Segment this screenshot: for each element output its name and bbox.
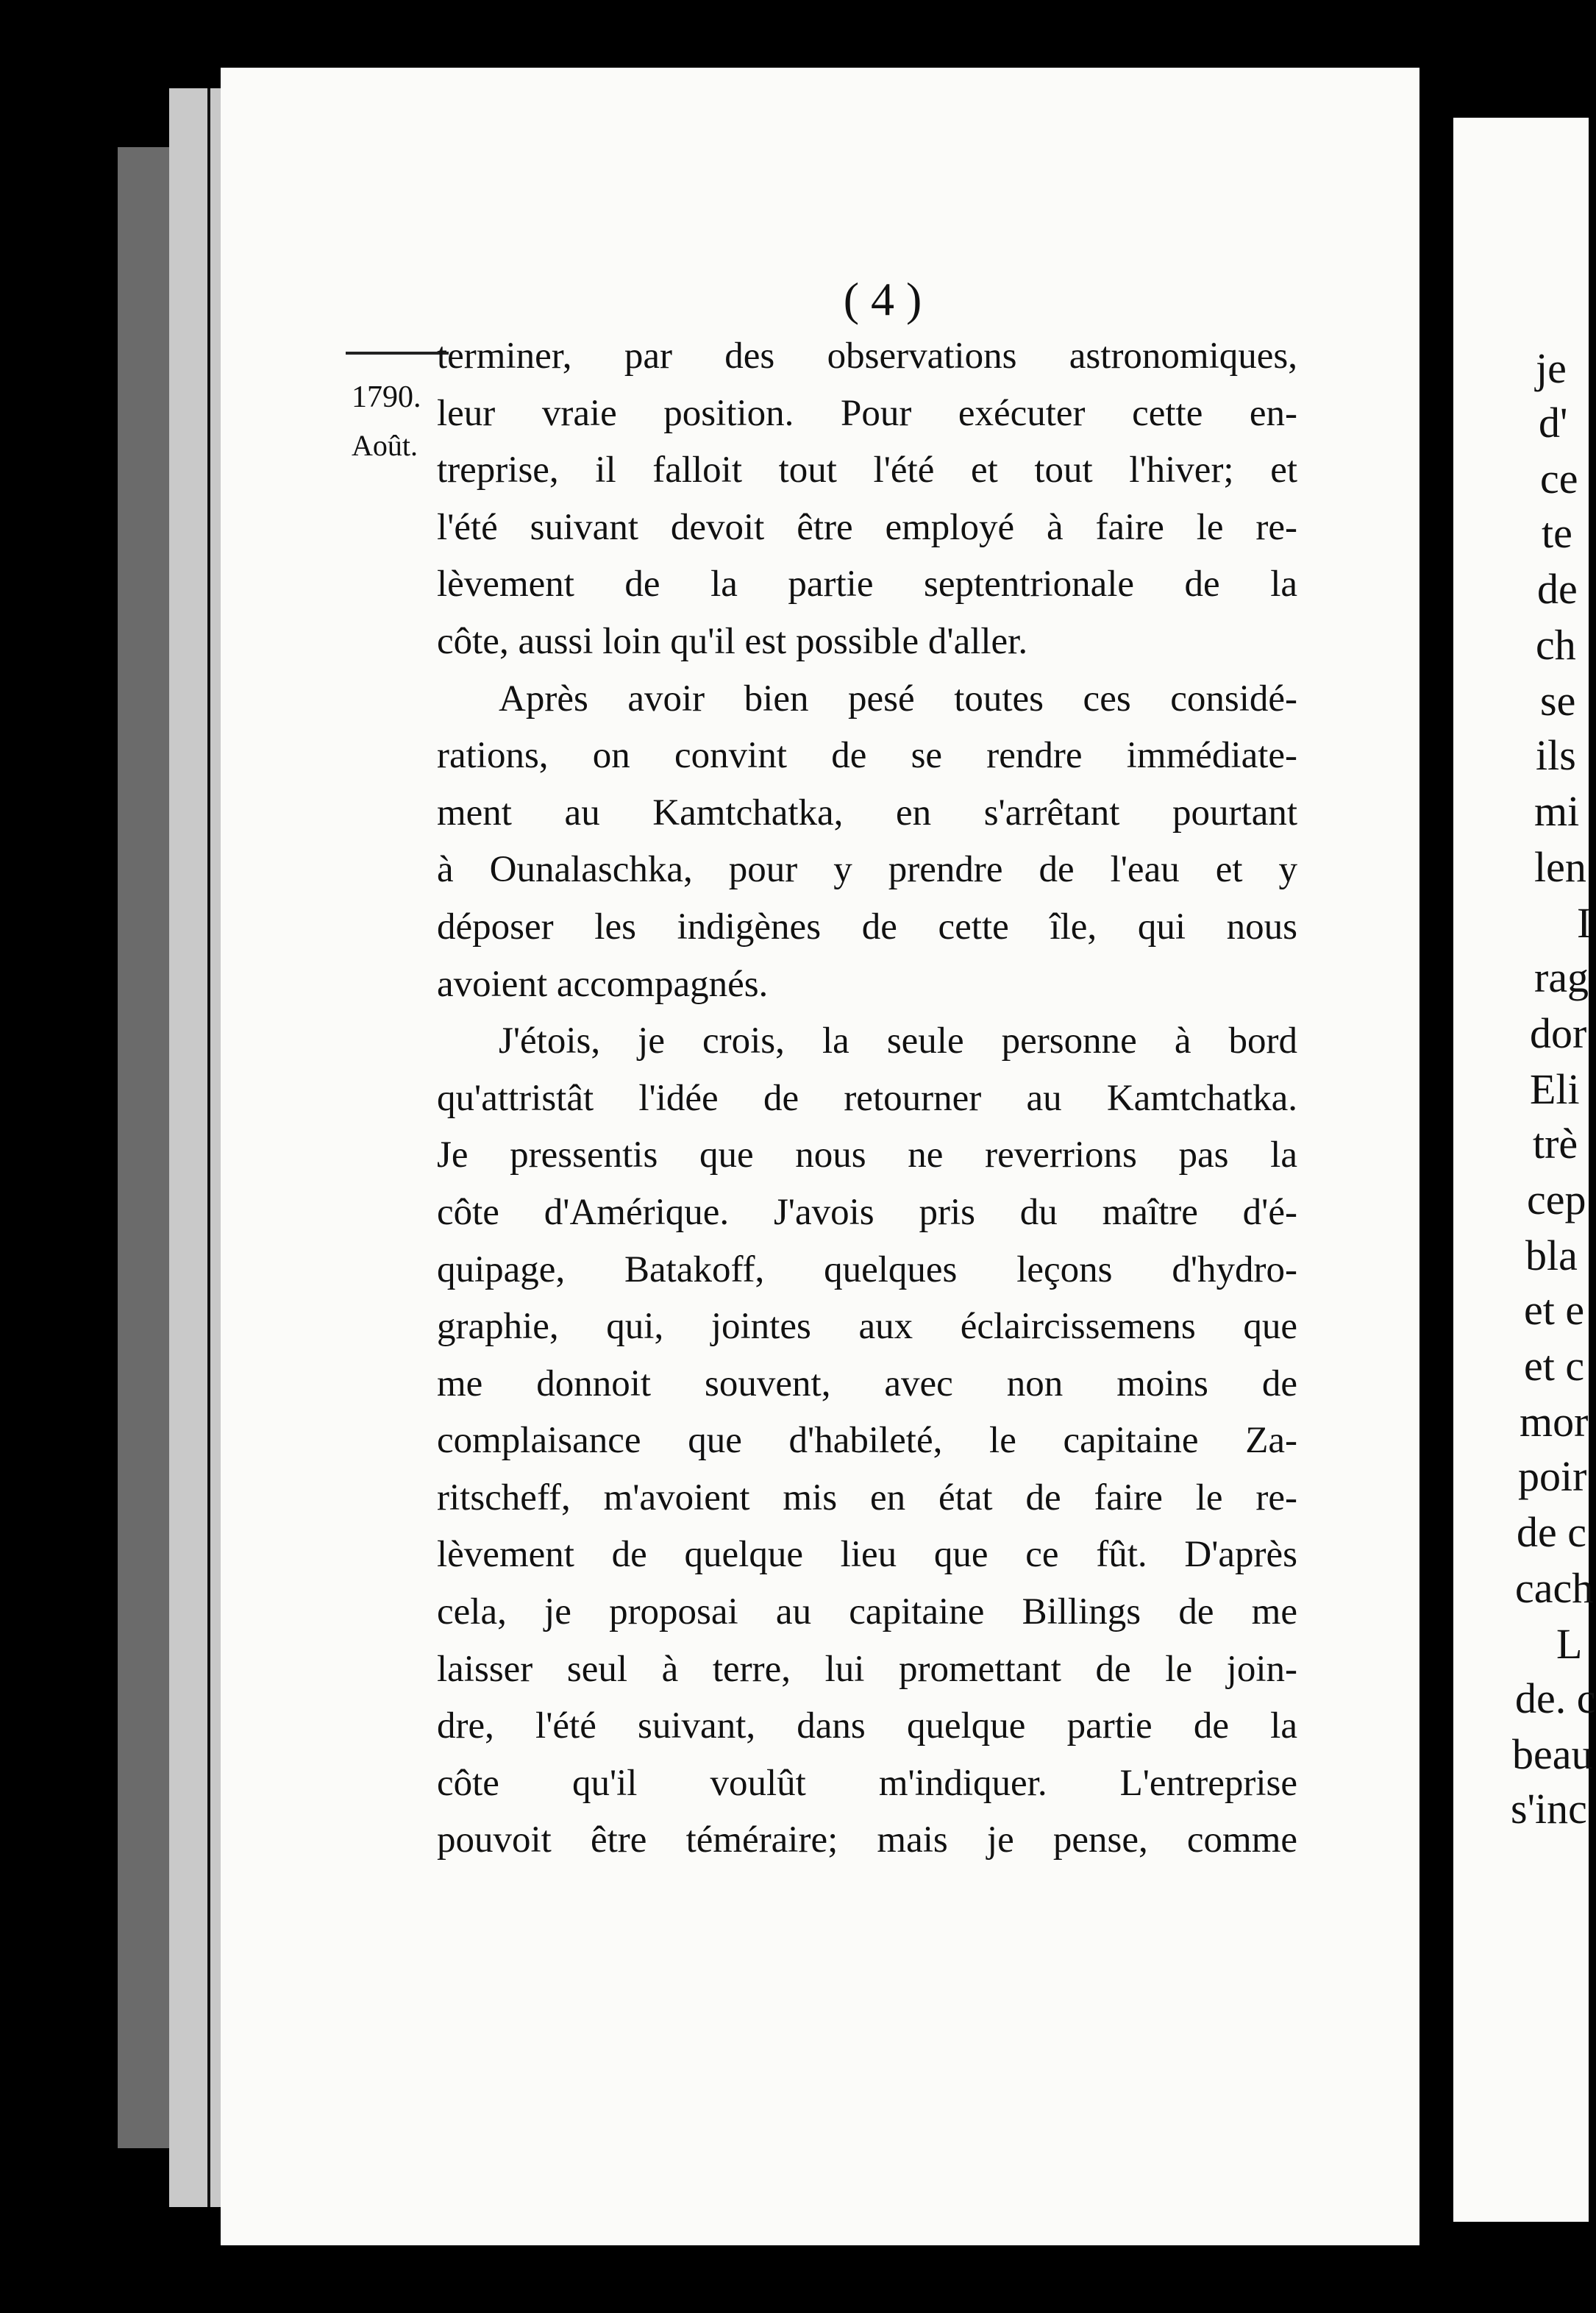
right-page-text: mor [1520, 1398, 1589, 1446]
right-page-text: d' [1539, 399, 1568, 447]
text-line: terminer, par des observations astronomiques, [437, 335, 1297, 377]
right-page-text: de [1537, 565, 1578, 613]
text-line: Je pressentis que nous ne reverrions pas la [437, 1134, 1297, 1176]
right-page-text: ce [1540, 455, 1578, 502]
text-line: cela, je proposai au capitaine Billings de me [437, 1591, 1297, 1633]
text-line: graphie, qui, jointes aux éclaircissemens que [437, 1306, 1297, 1348]
right-page-text: beau [1512, 1730, 1593, 1778]
right-page-text: bla [1525, 1232, 1578, 1279]
right-page-text: ch [1536, 621, 1576, 669]
page-number: ( 4 ) [843, 273, 922, 325]
right-page-text: s'inc [1511, 1785, 1587, 1833]
text-line: quipage, Batakoff, quelques leçons d'hydro- [437, 1248, 1297, 1290]
text-line: laisser seul à terre, lui promettant de le join- [437, 1648, 1297, 1690]
text-line: dre, l'été suivant, dans quelque partie de la [437, 1705, 1297, 1747]
right-page-text: te [1542, 509, 1572, 557]
text-line: complaisance que d'habileté, le capitaine Za- [437, 1420, 1297, 1462]
text-line: lèvement de la partie septentrionale de la [437, 564, 1297, 605]
margin-date-year: 1790. [352, 380, 421, 414]
right-page-text: rag [1534, 953, 1589, 1001]
right-page-text: mi [1534, 787, 1580, 835]
right-page-text: de c [1517, 1508, 1586, 1556]
text-line: leur vraie position. Pour exécuter cette en- [437, 392, 1297, 434]
text-line: côte, aussi loin qu'il est possible d'aller. [437, 620, 1028, 662]
text-line: côte qu'il voulût m'indiquer. L'entreprise [437, 1762, 1297, 1804]
right-page-text: et c [1524, 1342, 1585, 1390]
right-page-text: poir [1518, 1452, 1587, 1500]
margin-rule [346, 352, 449, 355]
text-line: pouvoit être téméraire; mais je pense, comme [437, 1819, 1297, 1861]
body-text [437, 328, 1297, 1869]
text-line: me donnoit souvent, avec non moins de [437, 1362, 1297, 1404]
text-line: avoient accompagnés. [437, 963, 769, 1005]
text-line: Après avoir bien pesé toutes ces considé- [499, 678, 1297, 720]
right-page-text: dor [1530, 1009, 1587, 1057]
right-page-fragment [1453, 118, 1596, 2222]
right-page-text: je [1536, 344, 1567, 392]
text-line: ment au Kamtchatka, en s'arrêtant pourtant [437, 792, 1297, 834]
right-page-text: de. c [1515, 1674, 1596, 1722]
right-page-text: len [1534, 843, 1586, 891]
text-line: ritscheff, m'avoient mis en état de faire le re- [437, 1477, 1297, 1518]
page-edge-shadow [169, 88, 221, 2207]
right-page-text: se [1540, 677, 1576, 725]
text-line: rations, on convint de se rendre immédiate- [437, 735, 1297, 777]
text-line: déposer les indigènes de cette île, qui nous [437, 906, 1297, 948]
margin-date-month: Août. [352, 429, 418, 462]
right-page-text: trè [1533, 1120, 1578, 1168]
text-line: J'étois, je crois, la seule personne à bord [499, 1020, 1297, 1062]
right-page-text: ils [1536, 731, 1576, 779]
text-line: qu'attristât l'idée de retourner au Kamtchatka. [437, 1077, 1297, 1119]
right-page-text: et e [1524, 1286, 1585, 1334]
text-line: lèvement de quelque lieu que ce fût. D'après [437, 1534, 1297, 1576]
page-edge-line [207, 88, 210, 2207]
right-page-text: Eli [1530, 1065, 1580, 1113]
text-line: à Ounalaschka, pour y prendre de l'eau et y [437, 849, 1297, 891]
text-line: côte d'Amérique. J'avois pris du maître d'é- [437, 1191, 1297, 1233]
right-page-text: cach [1515, 1564, 1594, 1612]
binding-shadow [118, 147, 169, 2148]
right-page-text: cep [1527, 1176, 1586, 1223]
right-page-text: L [1556, 1620, 1583, 1668]
text-line: treprise, il falloit tout l'été et tout l'hiver; et [437, 450, 1297, 491]
text-line: l'été suivant devoit être employé à faire le re- [437, 506, 1297, 548]
right-page-text: I [1577, 899, 1592, 947]
